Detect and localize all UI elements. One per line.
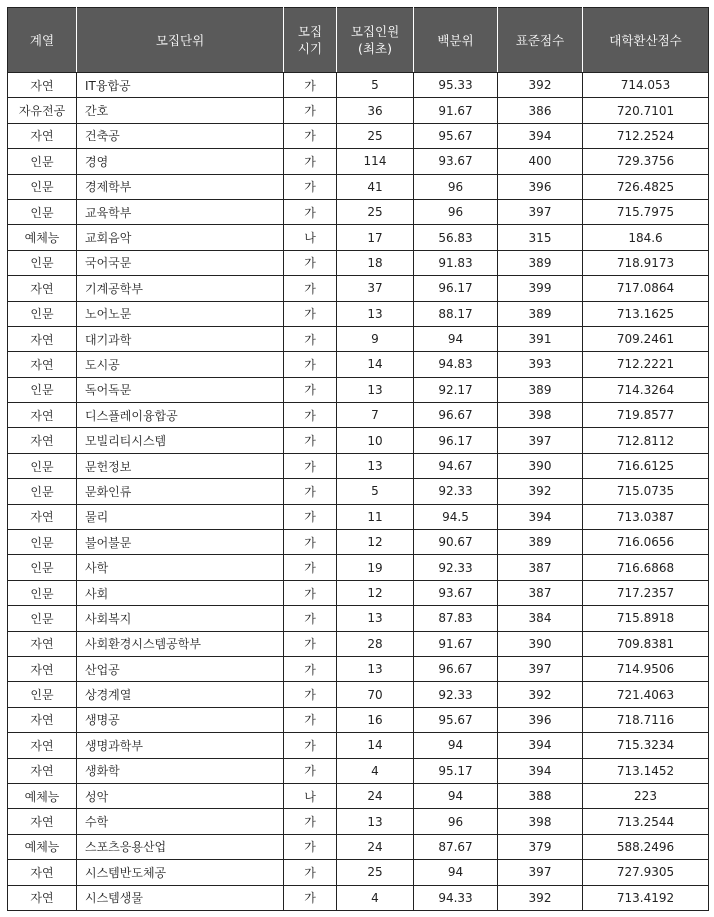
cell-category: 인문 bbox=[8, 555, 77, 580]
cell-category: 자연 bbox=[8, 656, 77, 681]
cell-category: 인문 bbox=[8, 250, 77, 275]
cell-quota: 13 bbox=[337, 453, 414, 478]
cell-converted-score: 729.3756 bbox=[583, 149, 709, 174]
cell-percentile: 94.33 bbox=[414, 885, 498, 910]
cell-period: 가 bbox=[284, 656, 337, 681]
cell-standard-score: 387 bbox=[498, 580, 583, 605]
cell-converted-score: 713.0387 bbox=[583, 504, 709, 529]
cell-unit: 사회복지 bbox=[77, 606, 284, 631]
cell-quota: 13 bbox=[337, 377, 414, 402]
table-row bbox=[8, 555, 709, 580]
cell-standard-score: 397 bbox=[498, 656, 583, 681]
table-row bbox=[8, 656, 709, 681]
cell-category: 자연 bbox=[8, 123, 77, 148]
cell-period: 가 bbox=[284, 885, 337, 910]
cell-percentile: 94.67 bbox=[414, 453, 498, 478]
cell-standard-score: 394 bbox=[498, 733, 583, 758]
cell-standard-score: 384 bbox=[498, 606, 583, 631]
cell-unit: 상경계열 bbox=[77, 682, 284, 707]
table-row bbox=[8, 149, 709, 174]
cell-period: 가 bbox=[284, 73, 337, 98]
cell-unit: 불어불문 bbox=[77, 530, 284, 555]
cell-category: 인문 bbox=[8, 301, 77, 326]
cell-category: 자연 bbox=[8, 428, 77, 453]
cell-category: 예체능 bbox=[8, 225, 77, 250]
cell-period: 가 bbox=[284, 403, 337, 428]
cell-category: 자연 bbox=[8, 276, 77, 301]
cell-unit: 생명과학부 bbox=[77, 733, 284, 758]
cell-unit: 사학 bbox=[77, 555, 284, 580]
table-row bbox=[8, 530, 709, 555]
cell-standard-score: 396 bbox=[498, 707, 583, 732]
cell-percentile: 94.5 bbox=[414, 504, 498, 529]
cell-standard-score: 392 bbox=[498, 682, 583, 707]
table-row bbox=[8, 250, 709, 275]
cell-unit: 건축공 bbox=[77, 123, 284, 148]
table-row bbox=[8, 276, 709, 301]
cell-period: 가 bbox=[284, 428, 337, 453]
column-header-period: 모집 시기 bbox=[284, 8, 337, 73]
cell-standard-score: 397 bbox=[498, 860, 583, 885]
cell-quota: 19 bbox=[337, 555, 414, 580]
cell-standard-score: 389 bbox=[498, 301, 583, 326]
cell-standard-score: 389 bbox=[498, 530, 583, 555]
cell-quota: 18 bbox=[337, 250, 414, 275]
cell-standard-score: 392 bbox=[498, 885, 583, 910]
table-row bbox=[8, 809, 709, 834]
cell-period: 가 bbox=[284, 530, 337, 555]
cell-percentile: 91.83 bbox=[414, 250, 498, 275]
cell-percentile: 56.83 bbox=[414, 225, 498, 250]
table-row bbox=[8, 479, 709, 504]
cell-percentile: 92.33 bbox=[414, 682, 498, 707]
cell-unit: 시스템반도체공 bbox=[77, 860, 284, 885]
cell-period: 가 bbox=[284, 149, 337, 174]
cell-quota: 13 bbox=[337, 606, 414, 631]
cell-standard-score: 392 bbox=[498, 479, 583, 504]
cell-standard-score: 397 bbox=[498, 199, 583, 224]
table-row bbox=[8, 428, 709, 453]
cell-quota: 16 bbox=[337, 707, 414, 732]
table-row bbox=[8, 199, 709, 224]
cell-percentile: 90.67 bbox=[414, 530, 498, 555]
cell-period: 가 bbox=[284, 352, 337, 377]
cell-period: 가 bbox=[284, 504, 337, 529]
cell-period: 가 bbox=[284, 453, 337, 478]
cell-unit: 문헌정보 bbox=[77, 453, 284, 478]
cell-unit: 산업공 bbox=[77, 656, 284, 681]
cell-percentile: 96 bbox=[414, 174, 498, 199]
cell-unit: 문화인류 bbox=[77, 479, 284, 504]
cell-unit: 모빌리티시스템 bbox=[77, 428, 284, 453]
cell-converted-score: 716.0656 bbox=[583, 530, 709, 555]
cell-converted-score: 719.8577 bbox=[583, 403, 709, 428]
cell-percentile: 95.33 bbox=[414, 73, 498, 98]
cell-period: 가 bbox=[284, 199, 337, 224]
table-row bbox=[8, 504, 709, 529]
cell-percentile: 95.17 bbox=[414, 758, 498, 783]
cell-period: 가 bbox=[284, 98, 337, 123]
cell-unit: 물리 bbox=[77, 504, 284, 529]
column-header-quota: 모집인원 (최초) bbox=[337, 8, 414, 73]
cell-percentile: 94 bbox=[414, 733, 498, 758]
cell-quota: 13 bbox=[337, 656, 414, 681]
cell-converted-score: 184.6 bbox=[583, 225, 709, 250]
cell-standard-score: 394 bbox=[498, 504, 583, 529]
cell-percentile: 92.33 bbox=[414, 479, 498, 504]
cell-converted-score: 715.7975 bbox=[583, 199, 709, 224]
cell-unit: 대기과학 bbox=[77, 326, 284, 351]
cell-unit: 기계공학부 bbox=[77, 276, 284, 301]
table-row bbox=[8, 631, 709, 656]
cell-category: 인문 bbox=[8, 580, 77, 605]
cell-standard-score: 399 bbox=[498, 276, 583, 301]
cell-unit: 디스플레이융합공 bbox=[77, 403, 284, 428]
cell-percentile: 93.67 bbox=[414, 149, 498, 174]
cell-percentile: 87.67 bbox=[414, 834, 498, 859]
cell-percentile: 92.33 bbox=[414, 555, 498, 580]
cell-quota: 14 bbox=[337, 733, 414, 758]
cell-standard-score: 397 bbox=[498, 428, 583, 453]
table-row bbox=[8, 98, 709, 123]
cell-converted-score: 714.3264 bbox=[583, 377, 709, 402]
cell-converted-score: 716.6125 bbox=[583, 453, 709, 478]
column-header-category: 계열 bbox=[8, 8, 77, 73]
cell-unit: 시스템생물 bbox=[77, 885, 284, 910]
cell-quota: 12 bbox=[337, 530, 414, 555]
cell-unit: 경제학부 bbox=[77, 174, 284, 199]
cell-period: 가 bbox=[284, 580, 337, 605]
cell-category: 자연 bbox=[8, 352, 77, 377]
cell-percentile: 88.17 bbox=[414, 301, 498, 326]
cell-standard-score: 390 bbox=[498, 453, 583, 478]
cell-period: 가 bbox=[284, 606, 337, 631]
cell-period: 가 bbox=[284, 834, 337, 859]
cell-converted-score: 715.0735 bbox=[583, 479, 709, 504]
table-row bbox=[8, 225, 709, 250]
cell-converted-score: 709.8381 bbox=[583, 631, 709, 656]
cell-converted-score: 713.1452 bbox=[583, 758, 709, 783]
cell-unit: IT융합공 bbox=[77, 73, 284, 98]
cell-converted-score: 717.2357 bbox=[583, 580, 709, 605]
table-row bbox=[8, 174, 709, 199]
cell-percentile: 95.67 bbox=[414, 123, 498, 148]
cell-percentile: 94 bbox=[414, 326, 498, 351]
cell-standard-score: 390 bbox=[498, 631, 583, 656]
cell-percentile: 87.83 bbox=[414, 606, 498, 631]
column-header-percentile: 백분위 bbox=[414, 8, 498, 73]
table-row bbox=[8, 885, 709, 910]
cell-category: 자연 bbox=[8, 326, 77, 351]
cell-quota: 10 bbox=[337, 428, 414, 453]
cell-quota: 28 bbox=[337, 631, 414, 656]
cell-quota: 14 bbox=[337, 352, 414, 377]
cell-unit: 노어노문 bbox=[77, 301, 284, 326]
cell-quota: 25 bbox=[337, 123, 414, 148]
cell-category: 자연 bbox=[8, 631, 77, 656]
cell-percentile: 96 bbox=[414, 809, 498, 834]
table-row bbox=[8, 326, 709, 351]
cell-converted-score: 714.9506 bbox=[583, 656, 709, 681]
cell-converted-score: 726.4825 bbox=[583, 174, 709, 199]
cell-period: 가 bbox=[284, 479, 337, 504]
cell-quota: 36 bbox=[337, 98, 414, 123]
cell-category: 자연 bbox=[8, 758, 77, 783]
cell-percentile: 96.17 bbox=[414, 428, 498, 453]
cell-unit: 간호 bbox=[77, 98, 284, 123]
cell-category: 자연 bbox=[8, 885, 77, 910]
cell-standard-score: 391 bbox=[498, 326, 583, 351]
cell-unit: 사회 bbox=[77, 580, 284, 605]
cell-percentile: 94 bbox=[414, 860, 498, 885]
table-row bbox=[8, 783, 709, 808]
cell-unit: 수학 bbox=[77, 809, 284, 834]
table-row bbox=[8, 403, 709, 428]
cell-category: 자연 bbox=[8, 707, 77, 732]
cell-category: 인문 bbox=[8, 149, 77, 174]
cell-converted-score: 720.7101 bbox=[583, 98, 709, 123]
cell-quota: 7 bbox=[337, 403, 414, 428]
cell-converted-score: 712.8112 bbox=[583, 428, 709, 453]
cell-period: 가 bbox=[284, 682, 337, 707]
cell-quota: 12 bbox=[337, 580, 414, 605]
cell-period: 가 bbox=[284, 707, 337, 732]
cell-category: 인문 bbox=[8, 530, 77, 555]
cell-period: 나 bbox=[284, 783, 337, 808]
admission-score-table bbox=[7, 7, 709, 911]
table-row bbox=[8, 707, 709, 732]
cell-percentile: 95.67 bbox=[414, 707, 498, 732]
cell-converted-score: 712.2524 bbox=[583, 123, 709, 148]
cell-category: 자연 bbox=[8, 860, 77, 885]
cell-standard-score: 387 bbox=[498, 555, 583, 580]
cell-converted-score: 713.1625 bbox=[583, 301, 709, 326]
cell-standard-score: 398 bbox=[498, 403, 583, 428]
cell-standard-score: 400 bbox=[498, 149, 583, 174]
cell-unit: 성악 bbox=[77, 783, 284, 808]
cell-period: 나 bbox=[284, 225, 337, 250]
cell-standard-score: 388 bbox=[498, 783, 583, 808]
cell-converted-score: 223 bbox=[583, 783, 709, 808]
cell-percentile: 94 bbox=[414, 783, 498, 808]
cell-unit: 생명공 bbox=[77, 707, 284, 732]
cell-period: 가 bbox=[284, 301, 337, 326]
table-row bbox=[8, 860, 709, 885]
table-row bbox=[8, 301, 709, 326]
cell-quota: 4 bbox=[337, 758, 414, 783]
cell-period: 가 bbox=[284, 276, 337, 301]
cell-period: 가 bbox=[284, 631, 337, 656]
cell-converted-score: 718.7116 bbox=[583, 707, 709, 732]
cell-percentile: 94.83 bbox=[414, 352, 498, 377]
cell-unit: 스포츠응용산업 bbox=[77, 834, 284, 859]
cell-unit: 경영 bbox=[77, 149, 284, 174]
cell-category: 인문 bbox=[8, 199, 77, 224]
cell-standard-score: 386 bbox=[498, 98, 583, 123]
table-row bbox=[8, 453, 709, 478]
table-row bbox=[8, 606, 709, 631]
cell-category: 자연 bbox=[8, 809, 77, 834]
cell-converted-score: 718.9173 bbox=[583, 250, 709, 275]
cell-period: 가 bbox=[284, 555, 337, 580]
cell-unit: 독어독문 bbox=[77, 377, 284, 402]
table-row bbox=[8, 352, 709, 377]
cell-converted-score: 588.2496 bbox=[583, 834, 709, 859]
table-row bbox=[8, 377, 709, 402]
cell-unit: 도시공 bbox=[77, 352, 284, 377]
cell-category: 자연 bbox=[8, 403, 77, 428]
column-header-unit: 모집단위 bbox=[77, 8, 284, 73]
cell-period: 가 bbox=[284, 326, 337, 351]
cell-percentile: 96.17 bbox=[414, 276, 498, 301]
cell-converted-score: 714.053 bbox=[583, 73, 709, 98]
cell-category: 자유전공 bbox=[8, 98, 77, 123]
cell-category: 자연 bbox=[8, 504, 77, 529]
cell-unit: 국어국문 bbox=[77, 250, 284, 275]
cell-quota: 37 bbox=[337, 276, 414, 301]
table-header-row bbox=[8, 8, 709, 73]
cell-percentile: 96.67 bbox=[414, 403, 498, 428]
table-row bbox=[8, 123, 709, 148]
table-row bbox=[8, 834, 709, 859]
cell-category: 인문 bbox=[8, 606, 77, 631]
cell-quota: 41 bbox=[337, 174, 414, 199]
cell-converted-score: 709.2461 bbox=[583, 326, 709, 351]
table-row bbox=[8, 73, 709, 98]
cell-standard-score: 315 bbox=[498, 225, 583, 250]
cell-converted-score: 716.6868 bbox=[583, 555, 709, 580]
cell-quota: 70 bbox=[337, 682, 414, 707]
cell-unit: 사회환경시스템공학부 bbox=[77, 631, 284, 656]
cell-quota: 13 bbox=[337, 809, 414, 834]
cell-standard-score: 389 bbox=[498, 250, 583, 275]
cell-standard-score: 392 bbox=[498, 73, 583, 98]
cell-quota: 5 bbox=[337, 73, 414, 98]
cell-period: 가 bbox=[284, 758, 337, 783]
cell-period: 가 bbox=[284, 123, 337, 148]
cell-category: 인문 bbox=[8, 174, 77, 199]
cell-converted-score: 713.2544 bbox=[583, 809, 709, 834]
cell-unit: 교회음악 bbox=[77, 225, 284, 250]
cell-percentile: 96.67 bbox=[414, 656, 498, 681]
cell-standard-score: 396 bbox=[498, 174, 583, 199]
cell-quota: 9 bbox=[337, 326, 414, 351]
cell-category: 인문 bbox=[8, 453, 77, 478]
cell-percentile: 91.67 bbox=[414, 98, 498, 123]
cell-quota: 25 bbox=[337, 199, 414, 224]
cell-percentile: 92.17 bbox=[414, 377, 498, 402]
cell-quota: 5 bbox=[337, 479, 414, 504]
cell-category: 인문 bbox=[8, 479, 77, 504]
cell-category: 자연 bbox=[8, 733, 77, 758]
cell-category: 인문 bbox=[8, 682, 77, 707]
cell-quota: 17 bbox=[337, 225, 414, 250]
cell-period: 가 bbox=[284, 174, 337, 199]
cell-category: 예체능 bbox=[8, 783, 77, 808]
table-body bbox=[8, 73, 709, 911]
cell-quota: 25 bbox=[337, 860, 414, 885]
table-row bbox=[8, 580, 709, 605]
table-row bbox=[8, 733, 709, 758]
column-header-converted-score: 대학환산점수 bbox=[583, 8, 709, 73]
cell-standard-score: 398 bbox=[498, 809, 583, 834]
cell-standard-score: 394 bbox=[498, 123, 583, 148]
cell-percentile: 93.67 bbox=[414, 580, 498, 605]
cell-converted-score: 715.3234 bbox=[583, 733, 709, 758]
cell-category: 자연 bbox=[8, 73, 77, 98]
cell-period: 가 bbox=[284, 377, 337, 402]
cell-quota: 11 bbox=[337, 504, 414, 529]
table-row bbox=[8, 682, 709, 707]
cell-converted-score: 712.2221 bbox=[583, 352, 709, 377]
cell-percentile: 96 bbox=[414, 199, 498, 224]
cell-converted-score: 727.9305 bbox=[583, 860, 709, 885]
cell-standard-score: 393 bbox=[498, 352, 583, 377]
cell-standard-score: 389 bbox=[498, 377, 583, 402]
cell-period: 가 bbox=[284, 809, 337, 834]
cell-period: 가 bbox=[284, 860, 337, 885]
cell-category: 예체능 bbox=[8, 834, 77, 859]
cell-standard-score: 394 bbox=[498, 758, 583, 783]
cell-converted-score: 721.4063 bbox=[583, 682, 709, 707]
cell-period: 가 bbox=[284, 733, 337, 758]
cell-unit: 생화학 bbox=[77, 758, 284, 783]
cell-quota: 24 bbox=[337, 783, 414, 808]
cell-converted-score: 713.4192 bbox=[583, 885, 709, 910]
cell-period: 가 bbox=[284, 250, 337, 275]
cell-percentile: 91.67 bbox=[414, 631, 498, 656]
cell-quota: 114 bbox=[337, 149, 414, 174]
cell-quota: 13 bbox=[337, 301, 414, 326]
cell-converted-score: 715.8918 bbox=[583, 606, 709, 631]
cell-unit: 교육학부 bbox=[77, 199, 284, 224]
column-header-standard-score: 표준점수 bbox=[498, 8, 583, 73]
cell-converted-score: 717.0864 bbox=[583, 276, 709, 301]
cell-quota: 4 bbox=[337, 885, 414, 910]
cell-standard-score: 379 bbox=[498, 834, 583, 859]
cell-quota: 24 bbox=[337, 834, 414, 859]
cell-category: 인문 bbox=[8, 377, 77, 402]
table-row bbox=[8, 758, 709, 783]
